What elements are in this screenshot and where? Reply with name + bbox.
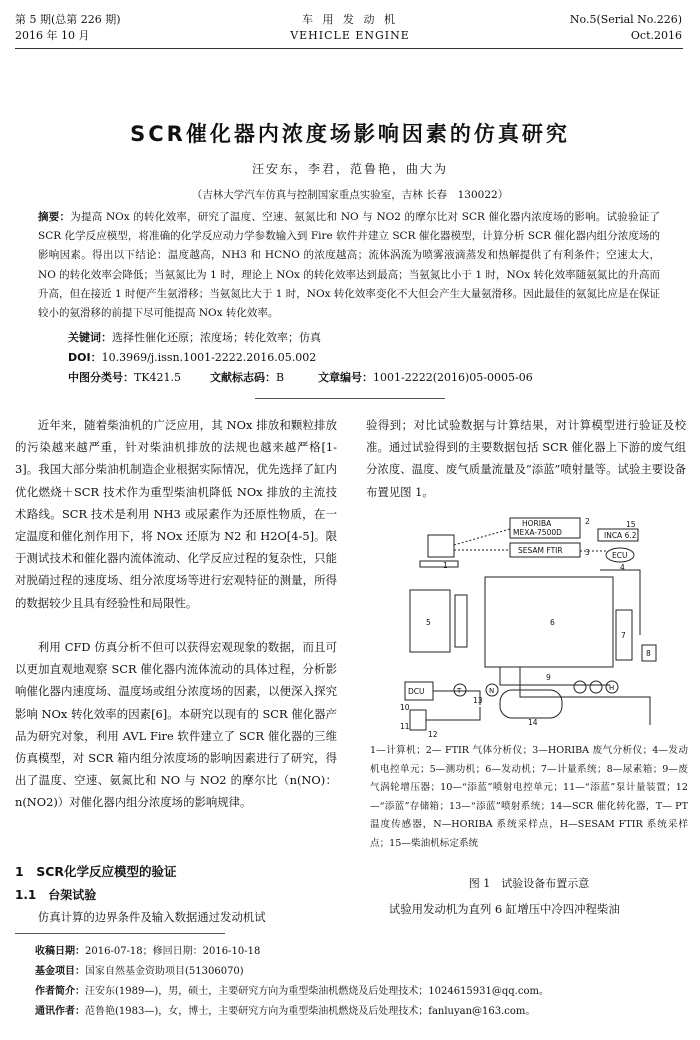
serial-number: No.5(Serial No.226)	[569, 13, 682, 26]
correspondence-label: 通讯作者：	[35, 1006, 85, 1017]
classification-label: 中图分类号：	[68, 371, 134, 384]
label-2: 2	[585, 517, 590, 526]
paper-title: SCR催化器内浓度场影响因素的仿真研究	[130, 122, 570, 146]
keywords	[68, 328, 321, 348]
label-15: 15	[626, 520, 636, 529]
issue-month: Oct.2016	[630, 29, 682, 42]
label-4: 4	[620, 563, 625, 572]
doc-code-text: B	[276, 371, 285, 384]
equipment-diagram	[370, 515, 686, 740]
computer-keyboard	[420, 561, 458, 567]
right-paragraph-2: 试验用发动机为直列 6 缸增压中冷四冲程柴油	[388, 902, 620, 916]
keywords-label: 关键词：	[68, 331, 112, 344]
article-number-label: 文章编号：	[318, 371, 373, 384]
footnote-received	[35, 942, 260, 962]
doi-label: DOI：	[68, 351, 102, 364]
correspondence-text: 范鲁艳(1983—)，女，博士，主要研究方向为重型柴油机燃烧及后处理技术；fanluyan@163.com。	[85, 1006, 536, 1017]
engine-block	[485, 577, 613, 667]
issue-date: 2016 年 10 月	[15, 29, 90, 42]
doi-text: 10.3969/j.issn.1001-2222.2016.05.002	[101, 351, 317, 364]
right-paragraph-1: 验得到；对比试验数据与计算结果，对计算模型进行验证及校准。通过试验得到的主要数据包括 SCR 催化器上下游的废气组分浓度、温度、废气质量流量及“添蓝”喷射量等。试验主要设备布置见图 1。	[366, 418, 686, 499]
label-11: 11	[400, 722, 410, 731]
intro-paragraph-2: 利用 CFD 仿真分析不但可以获得宏观现象的数据，而且可以更加直观地观察 SCR 催化器内流体流动的具体过程，分析影响催化器内速度场、温度场或组分浓度场的因素，以便深入探究影响 NOx 转化效率的因素[6]。本研究以现有的 SCR 催化器产品为研究对象，利用 AVL Fire 软件建立了 SCR 催化器的三维仿真模型，对 SCR 箱内组分浓度场的影响因素进行了研究，得出了温度、空速、氨氮比和 NO 与 NO2 的摩尔比（n(NO)：n(NO2)）对催化器内组分浓度场的影响规律。	[15, 640, 337, 810]
label-14: 14	[528, 718, 538, 727]
ecu-label: ECU	[612, 551, 628, 560]
journal-title-en: VEHICLE ENGINE	[290, 29, 410, 42]
footnote-correspondence	[35, 1002, 535, 1022]
section-paragraph: 仿真计算的边界条件及输入数据通过发动机试	[37, 910, 266, 924]
author-label: 作者简介：	[35, 986, 85, 997]
label-8: 8	[646, 649, 651, 658]
computer-monitor	[428, 535, 454, 557]
abstract-text: 为提高 NOx 的转化效率，研究了温度、空速、氨氮比和 NO 与 NO2 的摩尔比对 SCR 催化器内浓度场的影响。试验验证了 SCR 化学反应模型，将准确的化学反应动力学参数输入到 Fire 软件并建立 SCR 催化器模型，计算分析 SCR 催化器内组分浓度场的影响因素。得出以下结论：温度越高，NH3 和 HCNO 的浓度越高；流体涡流为喷雾液滴蒸发和热解提供了有利条件；空速太大，NO 的转化效率会降低；当氨氮比为 1 时，理论上 NOx 的转化效率达到最高；当氨氮比小于 1 时，NOx 转化效率随氨氮比的升高而升高，但在接近 1 时便产生氨滑移；当氨氮比大于 1 时，NOx 转化效率变化不大但会产生大量氨滑移。因此最佳的氨氮比应是在保证较小的氨滑移的前提下尽可能提高 NOx 转化效率。	[38, 211, 661, 320]
coupling	[455, 595, 467, 647]
horiba-model-label: MEXA-7500D	[513, 528, 562, 537]
dosing-lines	[426, 691, 480, 720]
sesam-label: SESAM FTIR	[518, 546, 563, 555]
footnote-rule	[15, 933, 225, 934]
abstract-label: 摘要：	[38, 211, 71, 223]
label-7: 7	[621, 631, 626, 640]
fund-label: 基金项目：	[35, 966, 85, 977]
issue-number: 第 5 期(总第 226 期)	[15, 13, 121, 26]
section-heading-1: 1 SCR化学反应模型的验证	[15, 864, 177, 879]
sensor-n-label: N	[489, 687, 495, 695]
temp-sensor-2	[574, 681, 586, 693]
sensor-t-label: T	[457, 687, 462, 695]
affiliation: （吉林大学汽车仿真与控制国家重点实验室，吉林 长春 130022）	[191, 189, 509, 201]
figure-legend: 1—计算机；2— FTIR 气体分析仪；3—HORIBA 废气分析仪；4—发动机电控单元；5—测功机；6—发动机；7—计量系统；8—尿素箱；9—废气涡轮增压器；10—“添蓝”喷射电控单元；11—“添蓝”泵计量装置；12—“添蓝”存储箱；13—“添蓝”喷射系统；14—SCR 催化转化器，T— PT 温度传感器，N—HORIBA 系统采样点，H—SESAM FTIR 系统采样点；15—柴油机标定系统	[370, 745, 688, 849]
article-number	[318, 368, 533, 388]
label-6: 6	[550, 618, 555, 627]
fund-text: 国家自然基金资助项目(51306070)	[85, 966, 244, 977]
classification	[68, 368, 181, 388]
sensor-h-label: H	[609, 684, 615, 692]
label-13: 13	[473, 696, 483, 705]
abstract	[38, 208, 660, 323]
label-9: 9	[546, 673, 551, 682]
header-rule	[15, 48, 683, 49]
dcu-label: DCU	[408, 687, 425, 696]
author-text: 汪安东(1989—)，男，硕士，主要研究方向为重型柴油机燃烧及后处理技术；1024615931@qq.com。	[85, 986, 549, 997]
received-text: 2016-07-18；修回日期：2016-10-18	[85, 946, 261, 957]
inca-label: INCA 6.2	[604, 531, 637, 540]
doc-code-label: 文献标志码：	[210, 371, 276, 384]
received-label: 收稿日期：	[35, 946, 85, 957]
section-heading-1-1: 1.1 台架试验	[15, 888, 97, 902]
intro-paragraph-1: 近年来，随着柴油机的广泛应用，其 NOx 排放和颗粒排放的污染越来越严重，针对柴油机排放的法规也越来越严格[1-3]。我国大部分柴油机制造企业根据实际情况，优先选择了缸内优化燃烧＋SCR 技术作为重型柴油机降低 NOx 排放的主流技术路线。SCR 技术是利用 NH3 或尿素作为还原性物质，在一定温度和催化剂作用下，将 NOx 还原为 N2 和 H2O[4-5]。限于测试技术和催化器内流体流动、化学反应过程的复杂性，只能对脱硝过程的速度场、组分浓度场等进行宏观特征的测量，所得的数据较少且具有经验性和局限性。	[15, 418, 337, 610]
figure-caption: 图 1 试验设备布置示意	[468, 877, 590, 890]
intake-pipe	[600, 570, 640, 635]
storage-tank	[410, 710, 426, 730]
label-5: 5	[426, 618, 431, 627]
sensor-n-2	[590, 681, 602, 693]
abstract-rule	[255, 398, 445, 399]
classification-text: TK421.5	[134, 371, 182, 384]
exhaust-pipe	[500, 667, 650, 725]
footnote-fund	[35, 962, 244, 982]
label-3: 3	[585, 548, 590, 557]
doc-code	[210, 368, 284, 388]
horiba-label: HORIBA	[522, 519, 552, 528]
keywords-text: 选择性催化还原；浓度场；转化效率；仿真	[112, 331, 321, 344]
footnote-author	[35, 982, 549, 1002]
label-1: 1	[443, 561, 448, 570]
label-12: 12	[428, 730, 438, 739]
journal-title-cn: 车 用 发 动 机	[302, 13, 398, 26]
doi	[68, 348, 316, 368]
authors: 汪安东，李君，范鲁艳，曲大为	[251, 162, 448, 176]
article-number-text: 1001-2222(2016)05-0005-06	[373, 371, 533, 384]
scr-catalyst	[500, 690, 562, 718]
label-10: 10	[400, 703, 410, 712]
